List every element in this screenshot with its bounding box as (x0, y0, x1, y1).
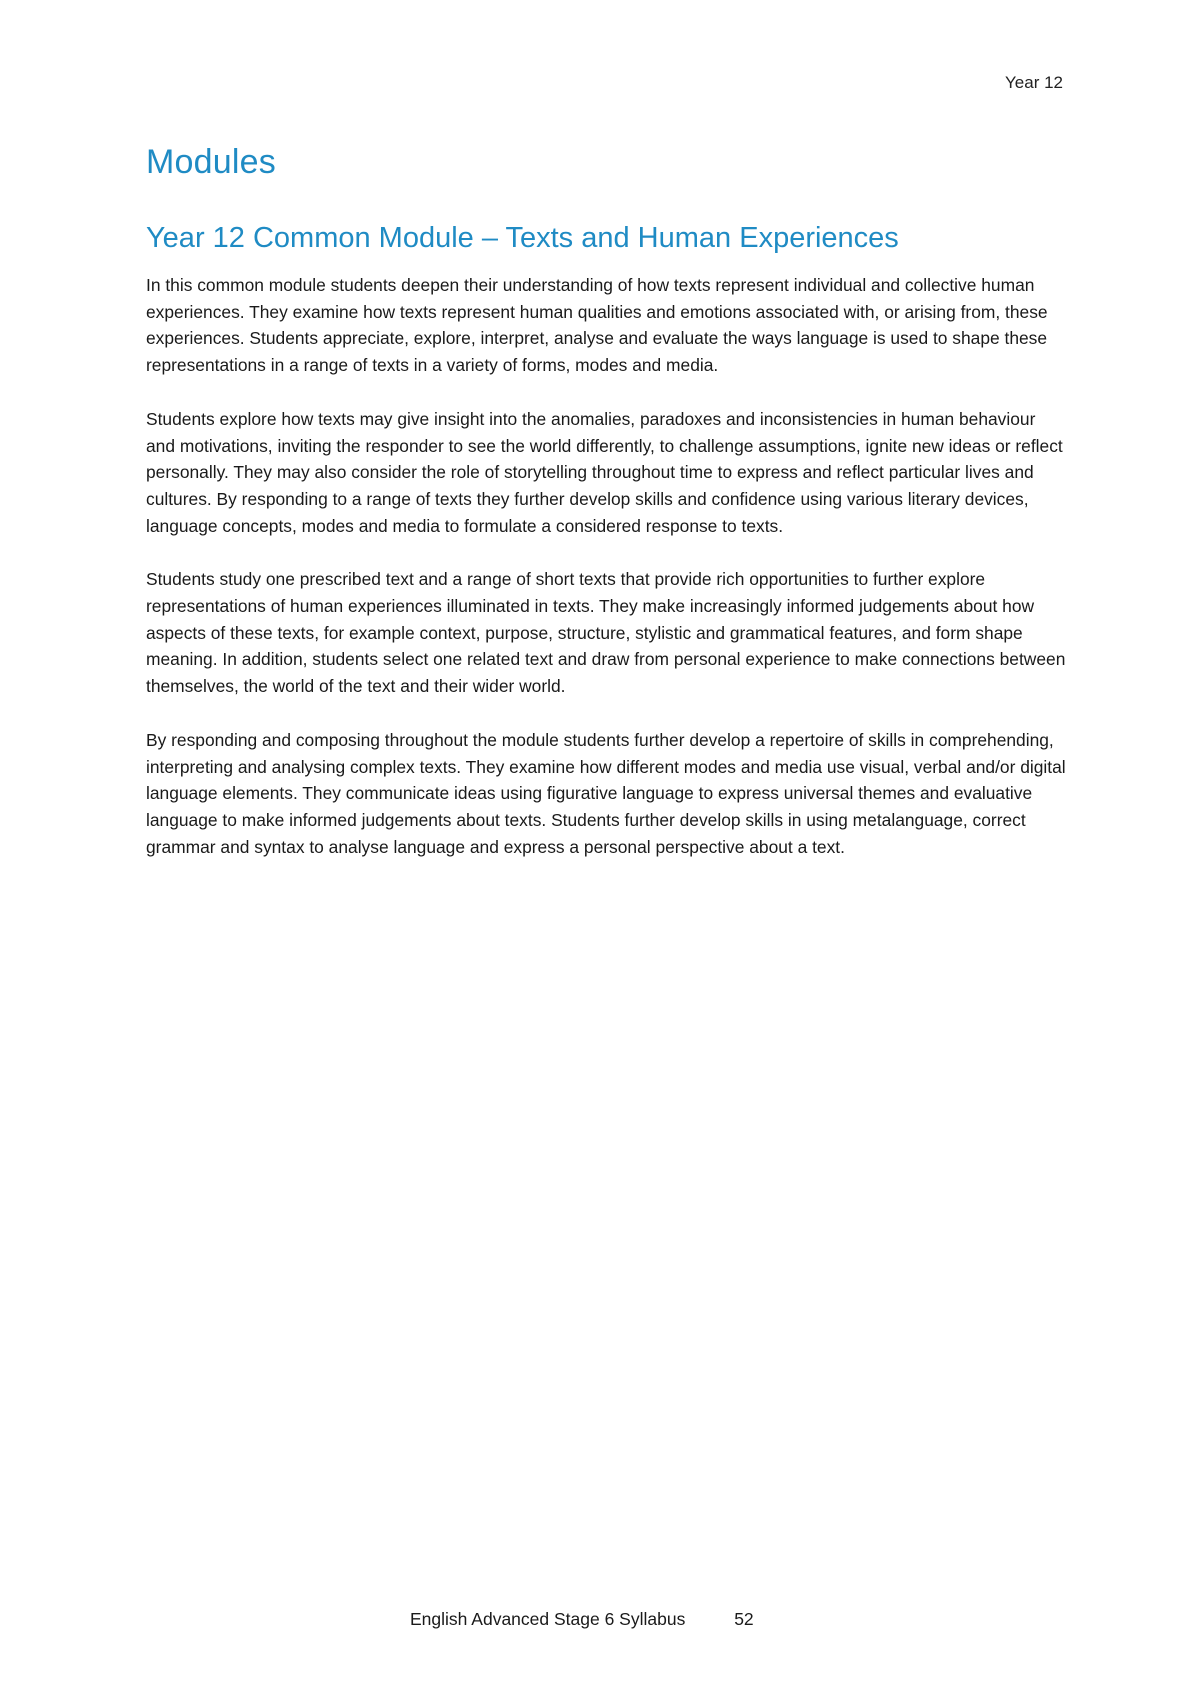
page-number: 52 (734, 1609, 754, 1629)
paragraph: By responding and composing throughout the module students further develop a repertoire of skills in comprehending, interpreting and analysing complex texts. They examine how different modes and media use visual, verbal and/or digital language elements. They communicate ideas using figurative language to express universal themes and evaluative language to make informed judgements about texts. Students further develop skills in using metalanguage, correct grammar and syntax to analyse language and express a personal perspective about a text. (146, 729, 1066, 857)
section-heading: Year 12 Common Module – Texts and Human Experiences (146, 222, 899, 254)
footer-document-name: English Advanced Stage 6 Syllabus (410, 1609, 686, 1629)
module-description (146, 272, 1066, 887)
paragraph: Students explore how texts may give insight into the anomalies, paradoxes and inconsistencies in human behaviour and motivations, inviting the responder to see the world differently, to challenge assumptions, ignite new ideas or reflect personally. They may also consider the role of storytelling throughout time to express and reflect particular lives and cultures. By responding to a range of texts they further develop skills and confidence using various literary devices, language concepts, modes and media to formulate a considered response to texts. (146, 408, 1063, 536)
paragraph: Students study one prescribed text and a range of short texts that provide rich opportunities to further explore representations of human experiences illuminated in texts. They make increasingly informed judgements about how aspects of these texts, for example context, purpose, structure, stylistic and grammatical features, and form shape meaning. In addition, students select one related text and draw from personal experience to make connections between themselves, the world of the text and their wider world. (146, 569, 1066, 697)
running-header: Year 12 (1005, 73, 1063, 92)
page-title: Modules (146, 143, 276, 181)
page-footer (410, 1609, 754, 1630)
paragraph: In this common module students deepen their understanding of how texts represent individual and collective human experiences. They examine how texts represent human qualities and emotions associated with, or arising from, these experiences. Students appreciate, explore, interpret, analyse and evaluate the ways language is used to shape these representations in a range of texts in a variety of forms, modes and media. (146, 275, 1048, 376)
